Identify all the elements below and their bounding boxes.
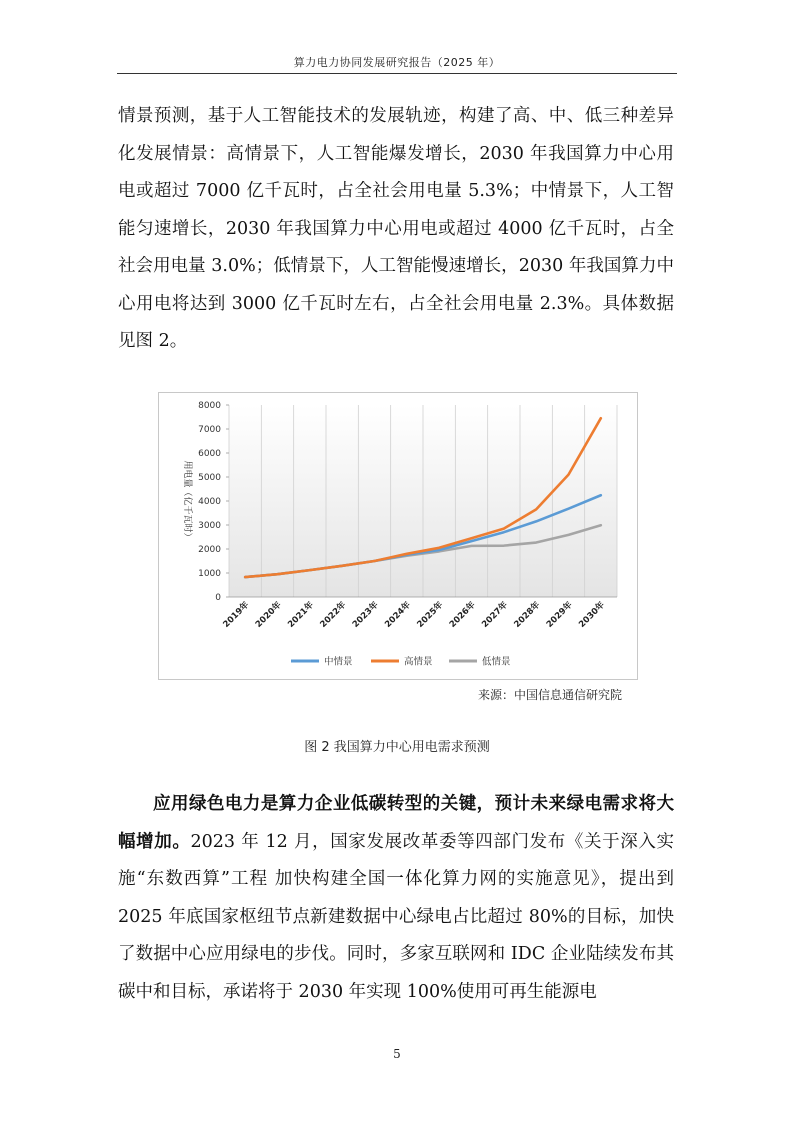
header-divider [117,73,677,74]
x-tick-label: 2024年 [383,600,413,630]
body-paragraph-1: 情景预测，基于人工智能技术的发展轨迹，构建了高、中、低三种差异化发展情景：高情景下，人工智能爆发增长，2030 年我国算力中心用电或超过 7000 亿千瓦时，占全社会用电量 5.3%；中情景下，人工智能匀速增长，2030 年我国算力中心用电或超过 4000 亿千瓦时，占全社会用电量 3.0%；低情景下，人工智能慢速增长，2030 年我国算力中心用电将达到 3000 亿千瓦时左右，占全社会用电量 2.3%。具体数据见图 2。 [118,106,674,351]
y-tick-label: 4000 [198,497,221,507]
x-tick-label: 2027年 [480,600,510,630]
figure-caption: 图 2 我国算力中心用电需求预测 [304,740,490,755]
x-tick-label: 2026年 [447,600,478,630]
paragraph-text: 2023 年 12 月，国家发展改革委等四部门发布《关于深入实施“东数西算”工程 加快构建全国一体化算力网的实施意见》，提出到 2025 年底国家枢纽节点新建数据中心绿电占比超过 80%的目标，加快了数据中心应用绿电的步伐。同时，多家互联网和 IDC 企业陆续发布其碳中和目标，承诺将于 2030 年实现 100%使用可再生能源电 [118,831,674,1002]
figure-source: 来源：中国信息通信研究院 [478,688,623,702]
legend-label: 中情景 [324,656,353,668]
y-tick-label: 6000 [198,449,221,459]
legend-label: 高情景 [404,656,433,668]
y-tick-label: 3000 [198,521,221,531]
body-paragraph-2 [118,786,674,1011]
legend-label: 低情景 [482,656,511,668]
y-tick-label: 0 [215,593,221,603]
y-tick-label: 7000 [198,425,221,435]
x-tick-label: 2019年 [221,600,252,630]
x-tick-label: 2030年 [577,600,607,630]
x-tick-label: 2021年 [286,600,316,630]
x-tick-label: 2020年 [253,600,284,630]
y-tick-label: 1000 [198,569,221,579]
running-header: 算力电力协同发展研究报告（2025 年） [293,56,501,69]
y-tick-label: 5000 [198,473,221,483]
paragraph-lead-bold: 应用绿色电力是算力企业低碳转型的关键，预计未来绿电需求将大幅增加。 [118,794,674,852]
x-tick-label: 2028年 [512,600,543,630]
figure-chart [158,392,638,680]
y-tick-label: 2000 [198,545,221,555]
line-chart [159,393,637,679]
y-axis-title: 用电量（亿千瓦时） [182,460,192,542]
x-tick-label: 2023年 [350,600,381,630]
y-tick-label: 8000 [198,401,221,411]
x-tick-label: 2025年 [415,600,446,630]
x-tick-label: 2022年 [318,600,349,630]
page-number: 5 [393,1047,401,1061]
x-tick-label: 2029年 [544,600,575,630]
